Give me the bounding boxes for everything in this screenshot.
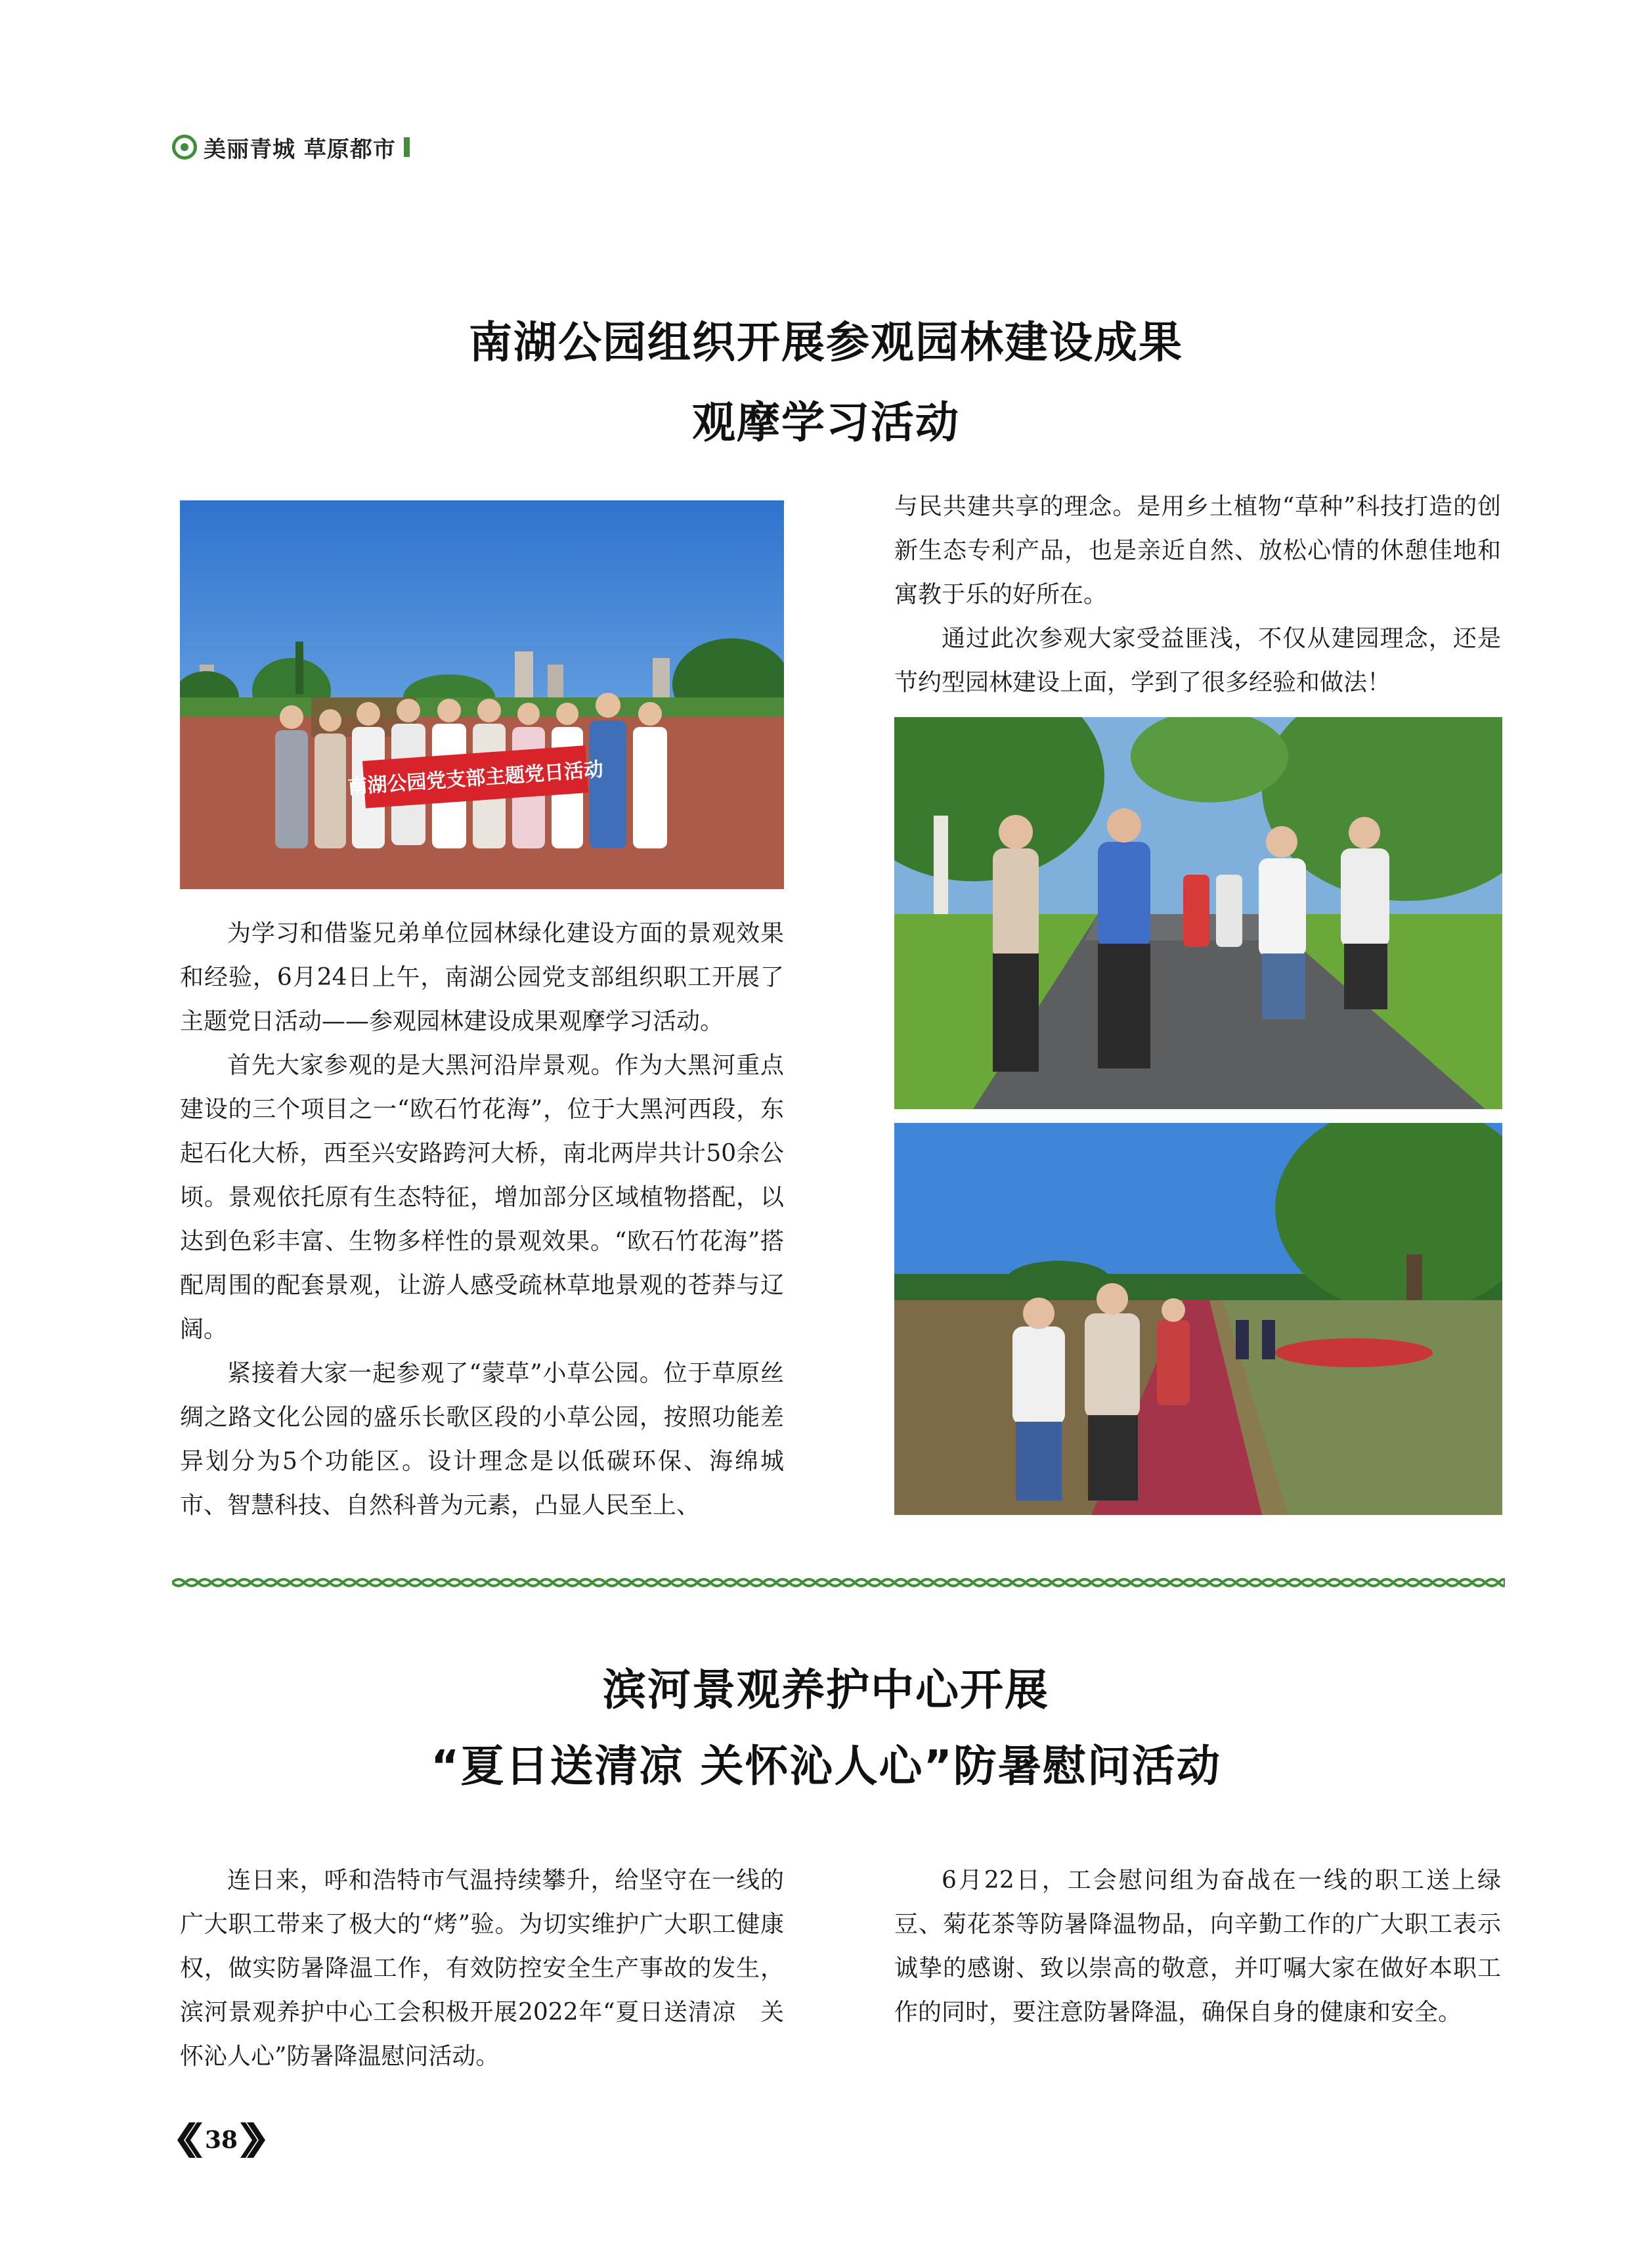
article1-paragraph-4: 通过此次参观大家受益匪浅，不仅从建园理念，还是节约型园林建设上面，学到了很多经验和做法！	[894, 625, 1501, 696]
walking-path-photo	[894, 717, 1502, 1109]
article1-title-line1: 南湖公园组织开展参观园林建设成果	[469, 317, 1183, 368]
article1-paragraph-1: 为学习和借鉴兄弟单位园林绿化建设方面的景观效果和经验，6月24日上午，南湖公园党支部组织职工开展了主题党日活动——参观园林建设成果观摩学习活动。	[180, 920, 784, 1035]
article2-left-column	[180, 1858, 784, 2078]
article2-paragraph-2: 6月22日，工会慰问组为奋战在一线的职工送上绿豆、菊花茶等防暑降温物品，向辛勤工作的广大职工表示诚挚的感谢、致以崇高的敬意，并叮嘱大家在做好本职工作的同时，要注意防暑降温，确保自身的健康和安全。	[894, 1867, 1501, 2026]
red-path-photo	[894, 1123, 1502, 1515]
article1-left-column	[180, 911, 784, 1527]
article1-paragraph-3: 紧接着大家一起参观了“蒙草”小草公园。位于草原丝绸之路文化公园的盛乐长歌区段的小草公园，按照功能差异划分为5个功能区。设计理念是以低碳环保、海绵城市、智慧科技、自然科普为元素，凸显人民至上、	[180, 1360, 784, 1519]
article1-paragraph-3-continuation: 与民共建共享的理念。是用乡土植物“草种”科技打造的创新生态专利产品，也是亲近自然、放松心情的休憩佳地和寓教于乐的好所在。	[894, 493, 1501, 608]
page-number: 38	[204, 2126, 238, 2154]
group-photo-banner-text: 南湖公园党支部主题党日活动	[347, 758, 604, 799]
header-bar-mark	[404, 137, 410, 157]
section-header	[172, 129, 410, 165]
article1-right-column	[894, 485, 1501, 705]
target-circle-icon	[172, 135, 197, 160]
group-photo	[180, 500, 784, 889]
page-number-badge	[172, 2118, 271, 2162]
article2-right-column	[894, 1858, 1501, 2034]
article2-title-line2: “夏日送清凉 关怀沁人心”防暑慰问活动	[431, 1741, 1221, 1791]
section-header-label: 美丽青城 草原都市	[204, 136, 396, 163]
article1-title-line2: 观摩学习活动	[692, 397, 960, 448]
article2-paragraph-1: 连日来，呼和浩特市气温持续攀升，给坚守在一线的广大职工带来了极大的“烤”验。为切实维护广大职工健康权，做实防暑降温工作，有效防控安全生产事故的发生，滨河景观养护中心工会积极开展2022年“夏日送清凉 关怀沁人心”防暑降温慰问活动。	[180, 1867, 784, 2070]
article1-paragraph-2: 首先大家参观的是大黑河沿岸景观。作为大黑河重点建设的三个项目之一“欧石竹花海”，位于大黑河西段，东起石化大桥，西至兴安路跨河大桥，南北两岸共计50余公顷。景观依托原有生态特征，增加部分区域植物搭配，以达到色彩丰富、生物多样性的景观效果。“欧石竹花海”搭配周围的配套景观，让游人感受疏林草地景观的苍莽与辽阔。	[180, 1052, 784, 1343]
wavy-divider	[172, 1573, 1505, 1592]
article2-title-line1: 滨河景观养护中心开展	[603, 1665, 1049, 1715]
